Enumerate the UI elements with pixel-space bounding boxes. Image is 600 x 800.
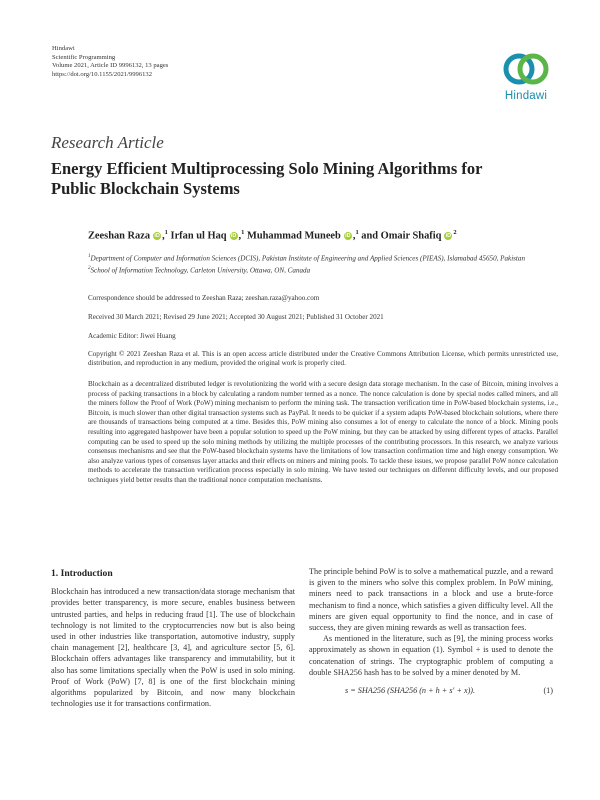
author-conjunction: and	[361, 230, 379, 242]
publisher-name: Hindawi	[52, 45, 75, 52]
journal-name: Scientific Programming	[52, 53, 116, 61]
author-affil-sup: 1	[164, 229, 168, 236]
author-affil-sup: 1	[355, 229, 359, 236]
orcid-icon[interactable]: iD	[230, 233, 237, 240]
article-type: Research Article	[51, 133, 164, 152]
author-name[interactable]: Omair Shafiq	[380, 230, 442, 242]
author-name[interactable]: Zeeshan Raza	[88, 230, 151, 242]
affiliations	[88, 252, 558, 276]
abstract: Blockchain as a decentralized distributed ledger is revolutionizing the world with a secure design data storage mechanism. In the case of Bitcoin, mining involves a process of packing transactions in a block by calculating a random number termed as a nonce. The nonce calculation is done by special nodes called miners, and all the miners follow the Proof of Work (PoW) mining mechanism to perform the mining task. The transaction verification time in PoW-based blockchain systems, i.e., Bitcoin, is much slower than other digital transaction systems such as PayPal. It needs to be quicker if a system adapts PoW-based blockchain solutions, where there are thousands of transactions being computed at a time. Besides this, PoW mining also consumes a lot of energy to calculate the nonce of a block. Mining pools resulting into aggregated hashpower have been a popular solution to speed up the PoW mining, but they can be attacked by using different types of attacks. Parallel computing can be used to speed up the solo mining methods by utilizing the multiple processes of the contributing processors. In this research, we analyze various consensus mechanisms and see that the PoW-based blockchain systems have the limitations of low transaction confirmation time and high energy consumption. We also analyze various types of consensus layer attacks and their effects on miners and mining pools. To tackle these issues, we propose parallel PoW nonce calculation methods to accelerate the transaction verification process especially in solo mining. We have tested our techniques on different difficulty levels, and our proposed techniques yield better results than the traditional nonce computation mechanisms.	[88, 380, 558, 484]
affiliation-text: School of Information Technology, Carleton University, Ottawa, ON, Canada	[90, 266, 311, 275]
academic-editor: Academic Editor: Jiwei Huang	[88, 332, 176, 340]
affiliation-number: 1	[88, 254, 91, 259]
author-name[interactable]: Muhammad Muneeb	[247, 230, 341, 242]
equation-number: (1)	[543, 686, 553, 696]
section-heading: 1. Introduction	[51, 568, 113, 579]
author-affil-sup: 1	[241, 229, 245, 236]
affiliation-item	[88, 252, 558, 264]
copyright-notice: Copyright © 2021 Zeeshan Raza et al. This is an open access article distributed under the Creative Commons Attribution License, which permits unrestricted use, distribution, and reproduction in any medium, provided the original work is properly cited.	[88, 350, 558, 368]
orcid-icon[interactable]: iD	[345, 233, 351, 240]
logo-wordmark: Hindawi	[504, 90, 548, 102]
intro-paragraph: As mentioned in the literature, such as [9], the mining process works approximately as shown in equation (1). Symbol + is used to denote the concatenation of strings. The cryptographic problem of computing a double SHA256 hash has to be solved by a miner denoted by M.	[309, 634, 553, 677]
equation-text: s = SHA256 (SHA256 (n + h + s′ + x)).	[345, 686, 476, 696]
journal-meta	[52, 45, 168, 79]
affiliation-text: Department of Computer and Information Sciences (DCIS), Pakistan Institute of Engineering and Applied Sciences (PIEAS), Islamabad 45650, Pakistan	[90, 254, 525, 263]
correspondence: Correspondence should be addressed to Zeeshan Raza; zeeshan.raza@yahoo.com	[88, 294, 320, 302]
intro-paragraph: Blockchain has introduced a new transaction/data storage mechanism that provides better transparency, is more secure, enables business between untrusted parties, and helps in reducing fraud [1]. The use of blockchain technology is not limited to the cryptocurrencies now but is also being used in other industries like transportation, automotive industry, supply chain management [2], healthcare [3, 4], and agriculture sector [5, 6]. Blockchain offers advantages like transparency and immutability, but it also has some limitations specially when the PoW is used in solo mining. Proof of Work (PoW) [7, 8] is one of the first blockchain mining algorithms popularized by Bitcoin, and now many blockchain technologies use it for transactions confirmation.	[51, 587, 295, 709]
orcid-icon[interactable]: iD	[154, 233, 160, 240]
author-list: Zeeshan Raza iD ,$^1$ Irfan ul Haq iD ,$^1$ Muhammad Muneeb iD ,$^1$ and Omair Shafiq $iD^2$	[88, 229, 457, 242]
publication-dates: Received 30 March 2021; Revised 29 June 2021; Accepted 30 August 2021; Published 31 October 2021	[88, 313, 384, 321]
equation-1	[309, 685, 553, 696]
author-name[interactable]: Irfan ul Haq	[170, 230, 227, 242]
author-affil-sup: 2	[453, 229, 457, 236]
intro-right-column	[309, 566, 553, 696]
volume-line: Volume 2021, Article ID 9996132, 13 pages	[52, 62, 169, 70]
orcid-icon[interactable]: iD	[445, 233, 452, 240]
doi-link[interactable]: https://doi.org/10.1155/2021/9996132	[52, 70, 153, 78]
intro-paragraph: The principle behind PoW is to solve a mathematical puzzle, and a reward is given to the miners who solve this complex problem. In PoW mining, miners need to pack transactions in a block and use a brute-force mechanism to find a nonce, which satisfies a given difficulty level. All the miners are given equal opportunity to find the nonce, and in case of success, they are given mining rewards as well as transaction fees.	[309, 567, 553, 633]
intro-left-column	[51, 568, 295, 709]
paper-title: Energy Efficient Multiprocessing Solo Mining Algorithms for Public Blockchain Systems	[51, 159, 483, 198]
affiliation-item	[88, 264, 558, 276]
affiliation-number: 2	[88, 265, 91, 271]
